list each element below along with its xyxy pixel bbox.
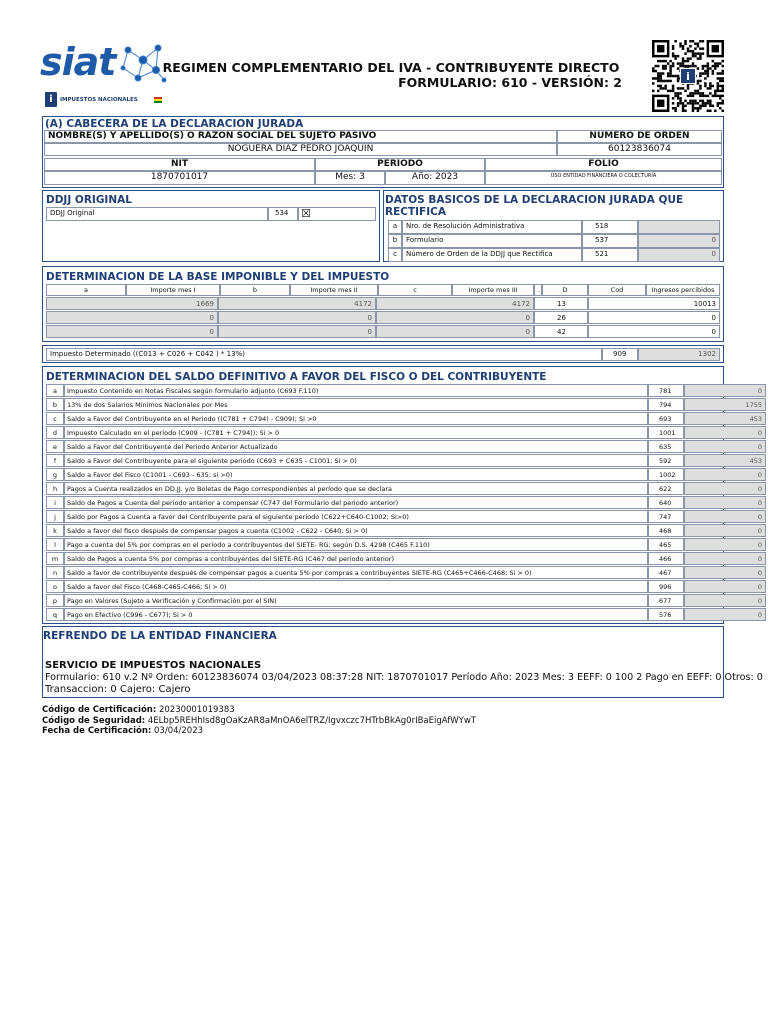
sin-logo-icon: i: [45, 92, 57, 107]
datos-row-code: 521: [582, 248, 638, 262]
datos-row-code: 537: [582, 234, 638, 248]
base-header-cell: .: [534, 284, 542, 296]
cert-code-label: Código de Certificación:: [42, 705, 157, 715]
saldo-row-label: Pago en Efectivo (C996 - C677); Si > 0: [64, 608, 648, 621]
saldo-row-letter: o: [46, 580, 64, 593]
saldo-row: [46, 538, 762, 552]
saldo-row-code: 592: [648, 454, 684, 467]
datos-row-code: 518: [582, 220, 638, 234]
saldo-row-value: 0: [684, 496, 766, 509]
saldo-row-code: 1002: [648, 468, 684, 481]
base-cod: 26: [534, 311, 588, 324]
saldo-row-value: 453: [684, 454, 766, 467]
order-number: 60123836074: [557, 143, 722, 156]
saldo-row-code: 996: [648, 580, 684, 593]
logo-brand: siat: [40, 40, 116, 84]
saldo-row: [46, 468, 762, 482]
saldo-row-letter: n: [46, 566, 64, 579]
saldo-row-code: 1001: [648, 426, 684, 439]
base-ingresos: 0: [588, 325, 720, 338]
saldo-row-label: Saldo a favor de contribuyente después de compensar pagos a cuenta 5% por compras a contribuyentes SIETE-RG (C465+C466-C468; Si > 0): [64, 566, 648, 579]
base-importe-mes-1: 1669: [46, 297, 218, 310]
section-a-title: (A) CABECERA DE LA DECLARACION JURADA: [45, 118, 304, 130]
base-importe-mes-3: 0: [376, 311, 534, 324]
base-header-cell: D: [542, 284, 588, 296]
section-refrendo: [42, 626, 763, 698]
base-importe-mes-1: 0: [46, 325, 218, 338]
saldo-row-letter: h: [46, 482, 64, 495]
base-title: DETERMINACION DE LA BASE IMPONIBLE Y DEL IMPUESTO: [46, 271, 390, 283]
datos-row-value: [638, 220, 720, 234]
saldo-row-code: 635: [648, 440, 684, 453]
saldo-row: [46, 426, 762, 440]
saldo-row: [46, 454, 762, 468]
base-importe-mes-3: 0: [376, 325, 534, 338]
saldo-row-letter: e: [46, 440, 64, 453]
saldo-row-label: Impuesto Calculado en el periodo (C909 - (C781 + C794)); Si > 0: [64, 426, 648, 439]
base-header-cell: Ingresos percibidos: [646, 284, 720, 296]
saldo-row-code: 465: [648, 538, 684, 551]
saldo-row-code: 468: [648, 524, 684, 537]
cert-security-value: 4ELbp5REHhIsd8gOaKzAR8aMnOA6elTRZ/Igvxczc7HTrbBkAg0rIBaEigAfWYwT: [147, 715, 476, 726]
saldo-row-label: Saldo a Favor del Contribuyente para el siguiente periodo (C693 + C635 - C1001; Si > 0): [64, 454, 648, 467]
base-ingresos: 0: [588, 311, 720, 324]
saldo-row-code: 781: [648, 384, 684, 397]
name-label: NOMBRE(S) Y APELLIDO(S) O RAZÓN SOCIAL DEL SUJETO PASIVO: [44, 130, 557, 143]
saldo-row-letter: c: [46, 412, 64, 425]
base-importe-mes-2: 0: [218, 311, 376, 324]
saldo-row-label: Saldo de Pagos a Cuenta del periodo anterior a compensar (C747 del Formulario del periodo anterior): [64, 496, 648, 509]
form-title: [160, 60, 622, 90]
saldo-row-label: Pago a cuenta del 5% por compras en el periodo a contribuyentes del SIETE- RG; según D.S. 4298 (C465 F.110): [64, 538, 648, 551]
saldo-row: [46, 524, 762, 538]
datos-title: DATOS BASICOS DE LA DECLARACION JURADA QUE RECTIFICA: [385, 194, 684, 218]
saldo-row-letter: f: [46, 454, 64, 467]
form-title-line2: FORMULARIO: 610 - VERSIÓN: 2: [398, 75, 622, 90]
base-importe-mes-2: 0: [218, 325, 376, 338]
refrendo-line1: Formulario: 610 v.2 Nº Orden: 60123836074 03/04/2023 08:37:28 NIT: 1870701017 Período Año: 2023 Mes: 3 EEFF: 0 100 2 Pago en EEFF: 0 Otros: 0: [45, 672, 763, 683]
nit-label: NIT: [44, 158, 315, 171]
saldo-row-letter: a: [46, 384, 64, 397]
datos-row-letter: a: [388, 220, 402, 234]
section-ddjj-original: [42, 190, 380, 262]
saldo-row-value: 0: [684, 538, 766, 551]
impuesto-value: 1302: [638, 348, 720, 361]
saldo-row-label: Saldo a Favor del Contribuyente del Periodo Anterior Actualizado: [64, 440, 648, 453]
saldo-row: [46, 482, 762, 496]
cert-date-value: 03/04/2023: [154, 726, 204, 736]
base-importe-mes-1: 0: [46, 311, 218, 324]
saldo-row-code: 576: [648, 608, 684, 621]
periodo-anio: Año: 2023: [385, 171, 485, 185]
base-header-cell: a: [46, 284, 126, 296]
saldo-row-code: 467: [648, 566, 684, 579]
saldo-row-label: Saldo a Favor del Fisco (C1001 - C693 - 635; si >0): [64, 468, 648, 481]
base-header-cell: Cod: [588, 284, 646, 296]
taxpayer-name: NOGUERA DIAZ PEDRO JOAQUIN: [44, 143, 557, 156]
saldo-row-letter: b: [46, 398, 64, 411]
saldo-row: [46, 580, 762, 594]
saldo-row: [46, 412, 762, 426]
saldo-row: [46, 510, 762, 524]
ddjj-title: DDJJ ORIGINAL: [46, 194, 132, 206]
logo-subtitle: IMPUESTOS NACIONALES: [60, 97, 138, 103]
saldo-row-value: 0: [684, 440, 766, 453]
saldo-row-letter: j: [46, 510, 64, 523]
saldo-row-code: 622: [648, 482, 684, 495]
saldo-row-value: 0: [684, 580, 766, 593]
flag-icon: [154, 97, 162, 103]
siat-logo: [40, 40, 170, 110]
saldo-row-value: 0: [684, 426, 766, 439]
saldo-row: [46, 398, 762, 412]
saldo-row-value: 453: [684, 412, 766, 425]
datos-row-label: Formulario: [402, 234, 582, 248]
cert-code-value: 20230001019383: [158, 705, 235, 715]
datos-row-letter: b: [388, 234, 402, 248]
base-ingresos: 10013: [588, 297, 720, 310]
saldo-row-label: Saldo a favor del fisco después de compensar pagos a cuenta (C1002 - C622 - C640; Si > 0): [64, 524, 648, 537]
saldo-title: DETERMINACION DEL SALDO DEFINITIVO A FAVOR DEL FISCO O DEL CONTRIBUYENTE: [46, 371, 547, 383]
saldo-row-letter: g: [46, 468, 64, 481]
saldo-row-label: Pago en Valores (Sujeto a Verificación y Confirmación por el SIN): [64, 594, 648, 607]
saldo-row-value: 0: [684, 566, 766, 579]
base-cod: 42: [534, 325, 588, 338]
cert-security-label: Código de Seguridad:: [42, 715, 146, 726]
saldo-row-code: 794: [648, 398, 684, 411]
saldo-row-letter: l: [46, 538, 64, 551]
base-importe-mes-2: 4172: [218, 297, 376, 310]
saldo-row-label: Impuesto Contenido en Notas Fiscales según formulario adjunto (C693 F.110): [64, 384, 648, 397]
periodo-mes: Mes: 3: [315, 171, 385, 185]
saldo-row-value: 0: [684, 510, 766, 523]
saldo-row: [46, 608, 762, 622]
saldo-row-code: 693: [648, 412, 684, 425]
checkbox-checked-icon: ☒: [301, 207, 311, 220]
base-header-cell: c: [378, 284, 452, 296]
saldo-row-label: 13% de dos Salarios Mínimos Nacionales por Mes: [64, 398, 648, 411]
folio-value: [485, 171, 722, 185]
order-label: NÚMERO DE ORDEN: [557, 130, 722, 143]
saldo-row: [46, 552, 762, 566]
base-header-cell: Importe mes III: [452, 284, 534, 296]
saldo-row-code: 747: [648, 510, 684, 523]
saldo-row-letter: k: [46, 524, 64, 537]
saldo-row-letter: i: [46, 496, 64, 509]
form-title-line1: REGIMEN COMPLEMENTARIO DEL IVA - CONTRIBUYENTE DIRECTO: [162, 60, 620, 75]
datos-row-label: Número de Orden de la DDJJ que Rectifica: [402, 248, 582, 262]
periodo-label: PERIODO: [315, 158, 485, 171]
base-header-cell: Importe mes II: [290, 284, 378, 296]
qr-center-logo-icon: i: [680, 68, 696, 84]
base-cod: 13: [534, 297, 588, 310]
datos-row-value: 0: [638, 248, 720, 262]
saldo-row-value: 0: [684, 384, 766, 397]
saldo-row-label: Saldo a favor del Fisco (C468-C465-C466; Si > 0): [64, 580, 648, 593]
ddjj-label: DDJJ Original: [46, 207, 268, 221]
saldo-row: [46, 384, 762, 398]
saldo-row-letter: p: [46, 594, 64, 607]
saldo-row-label: Saldo por Pagos a Cuenta a favor del Contribuyente para el siguiente periodo (C622+C640-C1002; Si>0): [64, 510, 648, 523]
cert-date-label: Fecha de Certificación:: [42, 726, 152, 736]
nit-value: 1870701017: [44, 171, 315, 185]
folio-note: USO ENTIDAD FINANCIERA O COLECTURÍA: [550, 173, 657, 179]
saldo-row-code: 466: [648, 552, 684, 565]
refrendo-title: REFRENDO DE LA ENTIDAD FINANCIERA: [43, 630, 277, 642]
saldo-row-value: 0: [684, 482, 766, 495]
saldo-row-letter: q: [46, 608, 64, 621]
saldo-row-value: 0: [684, 524, 766, 537]
datos-row-label: Nro. de Resolución Administrativa: [402, 220, 582, 234]
impuesto-code: 909: [602, 348, 638, 361]
qr-code: [652, 40, 724, 112]
base-header-cell: Importe mes I: [126, 284, 220, 296]
saldo-row-letter: m: [46, 552, 64, 565]
refrendo-line2: Transaccion: 0 Cajero: Cajero: [45, 684, 191, 695]
datos-row-letter: c: [388, 248, 402, 262]
impuesto-label: Impuesto Determinado ((C013 + C026 + C042 ) * 13%): [46, 348, 602, 361]
saldo-row-value: 0: [684, 552, 766, 565]
saldo-row-code: 640: [648, 496, 684, 509]
saldo-row-value: 1755: [684, 398, 766, 411]
saldo-row: [46, 496, 762, 510]
folio-label: FOLIO: [485, 158, 722, 171]
refrendo-entity: SERVICIO DE IMPUESTOS NACIONALES: [45, 660, 262, 671]
saldo-row-label: Saldo a Favor del Contribuyente en el Periodo ((C781 + C794) - C909); Si >0: [64, 412, 648, 425]
saldo-row: [46, 440, 762, 454]
saldo-row-letter: d: [46, 426, 64, 439]
ddjj-code: 534: [268, 207, 298, 221]
saldo-row: [46, 594, 762, 608]
ddjj-original-checkbox[interactable]: [298, 207, 376, 221]
datos-row-value: 0: [638, 234, 720, 248]
base-header-cell: b: [220, 284, 290, 296]
saldo-row-value: 0: [684, 608, 766, 621]
certification-block: [42, 705, 476, 737]
saldo-row: [46, 566, 762, 580]
saldo-row-value: 0: [684, 594, 766, 607]
saldo-row-label: Pagos a Cuenta realizados en DD.JJ. y/o Boletas de Pago correspondientes al período que se declara: [64, 482, 648, 495]
saldo-row-code: 677: [648, 594, 684, 607]
saldo-row-label: Saldo de Pagos a cuenta 5% por compras a contribuyentes del SIETE-RG (C467 del periodo anterior): [64, 552, 648, 565]
saldo-row-value: 0: [684, 468, 766, 481]
base-importe-mes-3: 4172: [376, 297, 534, 310]
